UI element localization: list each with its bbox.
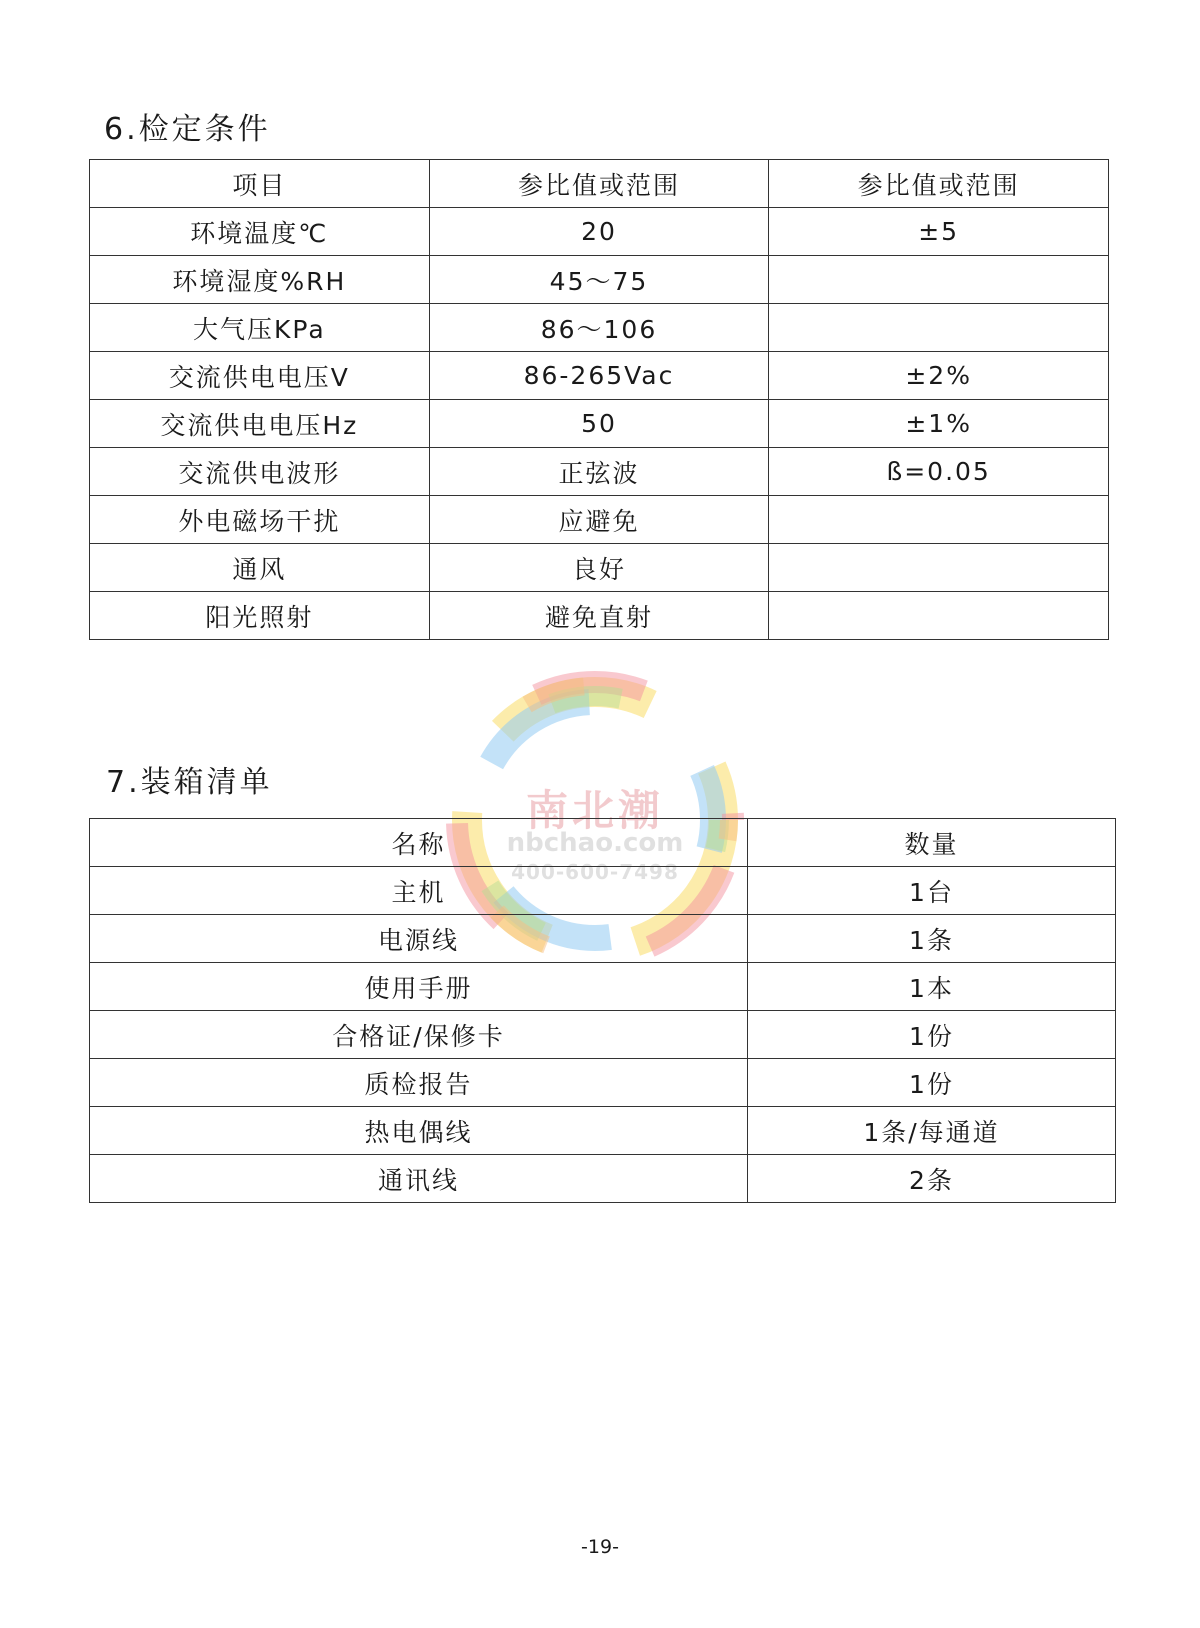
table-cell [769,256,1109,304]
header-cell: 名称 [90,819,748,867]
section-title-verification-conditions: 6.检定条件 [104,112,271,147]
table-cell: 使用手册 [90,963,748,1011]
table-cell: 86～106 [429,304,769,352]
table-cell: ±1% [769,400,1109,448]
table-row [90,304,1109,352]
table-row [90,963,1116,1011]
table-cell: 大气压KPa [90,304,430,352]
table-cell: 环境湿度%RH [90,256,430,304]
table-cell: 1本 [748,963,1116,1011]
table-cell: 阳光照射 [90,592,430,640]
header-cell: 参比值或范围 [769,160,1109,208]
table-cell: 合格证/保修卡 [90,1011,748,1059]
table-cell [769,304,1109,352]
table-cell: 20 [429,208,769,256]
table-cell: 86-265Vac [429,352,769,400]
table-row [90,256,1109,304]
table-cell: 2条 [748,1155,1116,1203]
table-cell: 质检报告 [90,1059,748,1107]
table-row [90,867,1116,915]
table-row [90,496,1109,544]
table-cell [769,544,1109,592]
table-cell: 1条 [748,915,1116,963]
table-cell: 50 [429,400,769,448]
table-cell: 应避免 [429,496,769,544]
header-cell: 参比值或范围 [429,160,769,208]
table-row [90,1107,1116,1155]
table-cell: 1台 [748,867,1116,915]
table-cell: 1份 [748,1059,1116,1107]
table-cell: 环境温度℃ [90,208,430,256]
table-cell: 通讯线 [90,1155,748,1203]
watermark-phone: 400-600-7498 [511,860,679,884]
table-cell: ±5 [769,208,1109,256]
watermark-url: nbchao.com [506,828,684,858]
table-row [90,352,1109,400]
table-row [90,1155,1116,1203]
table-cell [769,592,1109,640]
table-row [90,1059,1116,1107]
table-cell: 避免直射 [429,592,769,640]
page-number: -19- [581,1536,619,1558]
table-cell: 交流供电电压V [90,352,430,400]
table-cell: ß=0.05 [769,448,1109,496]
table-cell: 1份 [748,1011,1116,1059]
table-cell: 正弦波 [429,448,769,496]
table-cell: 主机 [90,867,748,915]
table-row [90,208,1109,256]
table-cell: 热电偶线 [90,1107,748,1155]
table-header-row [90,160,1109,208]
table-row [90,915,1116,963]
verification-conditions-table [89,159,1109,640]
section-title-packing-list: 7.装箱清单 [106,765,273,800]
table-row [90,592,1109,640]
table-row [90,1011,1116,1059]
table-cell: 交流供电电压Hz [90,400,430,448]
header-cell: 数量 [748,819,1116,867]
table-cell [769,496,1109,544]
table-row [90,544,1109,592]
table-row [90,448,1109,496]
table-row [90,400,1109,448]
table-cell: ±2% [769,352,1109,400]
table-cell: 外电磁场干扰 [90,496,430,544]
watermark-brand: 南北潮 [525,786,664,835]
table-cell: 1条/每通道 [748,1107,1116,1155]
table-cell: 交流供电波形 [90,448,430,496]
header-cell: 项目 [90,160,430,208]
packing-list-table [89,818,1116,1203]
table-cell: 电源线 [90,915,748,963]
table-cell: 通风 [90,544,430,592]
table-cell: 45～75 [429,256,769,304]
table-header-row [90,819,1116,867]
table-cell: 良好 [429,544,769,592]
